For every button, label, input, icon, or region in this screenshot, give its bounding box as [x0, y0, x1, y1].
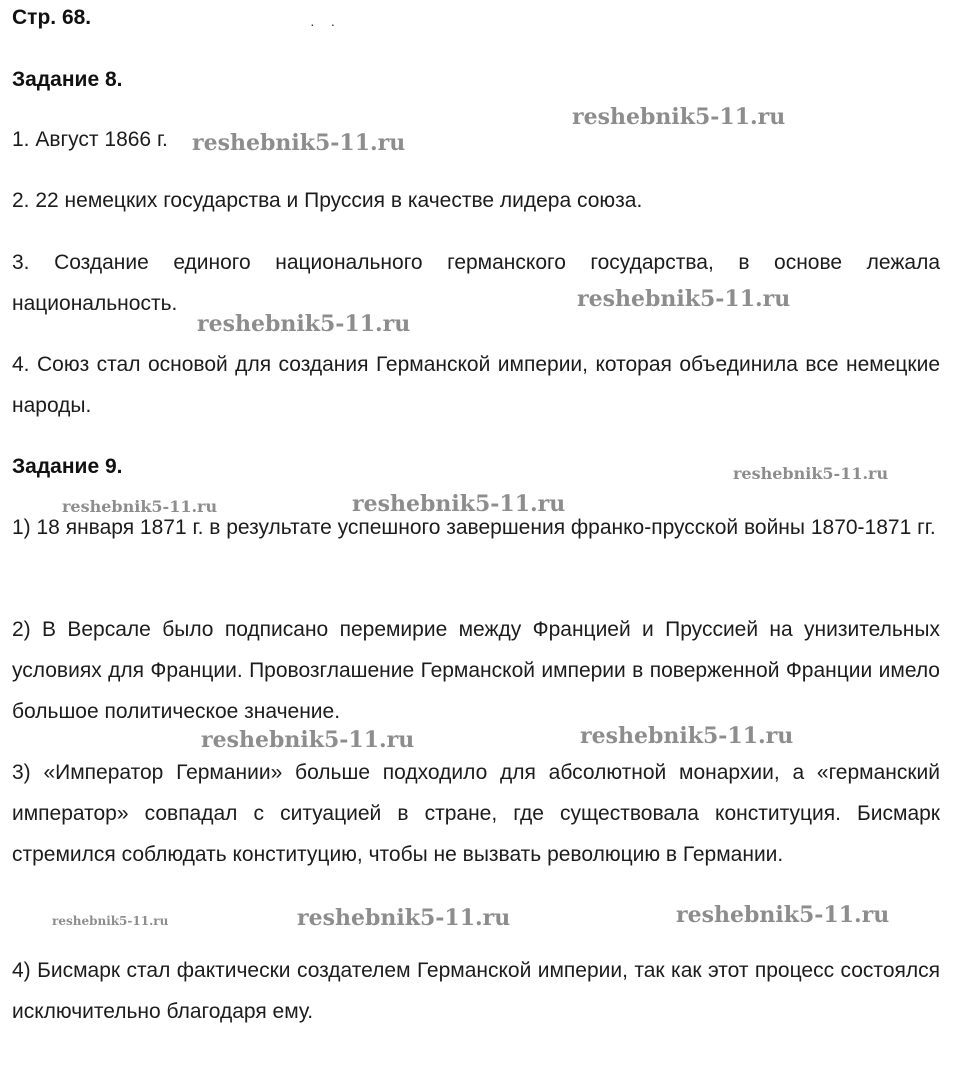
watermark: reshebnik5-11.ru: [572, 104, 786, 130]
watermark: reshebnik5-11.ru: [62, 497, 218, 516]
watermark: reshebnik5-11.ru: [733, 464, 889, 483]
watermark: reshebnik5-11.ru: [580, 723, 794, 749]
header-marks: · ·: [310, 16, 342, 32]
watermark: reshebnik5-11.ru: [192, 130, 406, 156]
watermark: reshebnik5-11.ru: [577, 286, 791, 312]
task8-item-1: 1. Август 1866 г.: [12, 128, 168, 151]
task9-item-3: 3) «Император Германии» больше подходило для абсолютной монархии, а «германский император» совпадал с ситуацией в стране, где существовала конституция. Бисмарк стремился соблюдать конституцию, чтобы не вызвать революцию в Германии.: [12, 761, 940, 866]
task8-item-3: 3. Создание единого национального германского государства, в основе лежала национальность.: [12, 251, 940, 315]
watermark: reshebnik5-11.ru: [197, 311, 411, 337]
watermark: reshebnik5-11.ru: [352, 491, 566, 517]
task9-item-2: 2) В Версале было подписано перемирие между Францией и Пруссией на унизительных условиях для Франции. Провозглашение Германской империи в поверженной Франции имело большое политическое значение.: [12, 618, 940, 723]
page-label: Стр. 68.: [12, 6, 92, 29]
task9-heading: Задание 9.: [12, 455, 123, 478]
task8-heading: Задание 8.: [12, 68, 123, 91]
watermark: reshebnik5-11.ru: [676, 902, 890, 928]
task8-item-4: 4. Союз стал основой для создания Германской империи, которая объединила все немецкие народы.: [12, 353, 940, 417]
task9-item-4: 4) Бисмарк стал фактически создателем Германской империи, так как этот процесс состоялся исключительно благодаря ему.: [12, 959, 940, 1023]
task8-item-2: 2. 22 немецких государства и Пруссия в качестве лидера союза.: [12, 189, 643, 212]
task9-item-1: 1) 18 января 1871 г. в результате успешного завершения франко-прусской войны 1870-1871 гг.: [12, 516, 936, 539]
watermark: reshebnik5-11.ru: [52, 914, 169, 928]
watermark: reshebnik5-11.ru: [297, 905, 511, 931]
watermark: reshebnik5-11.ru: [201, 727, 415, 753]
